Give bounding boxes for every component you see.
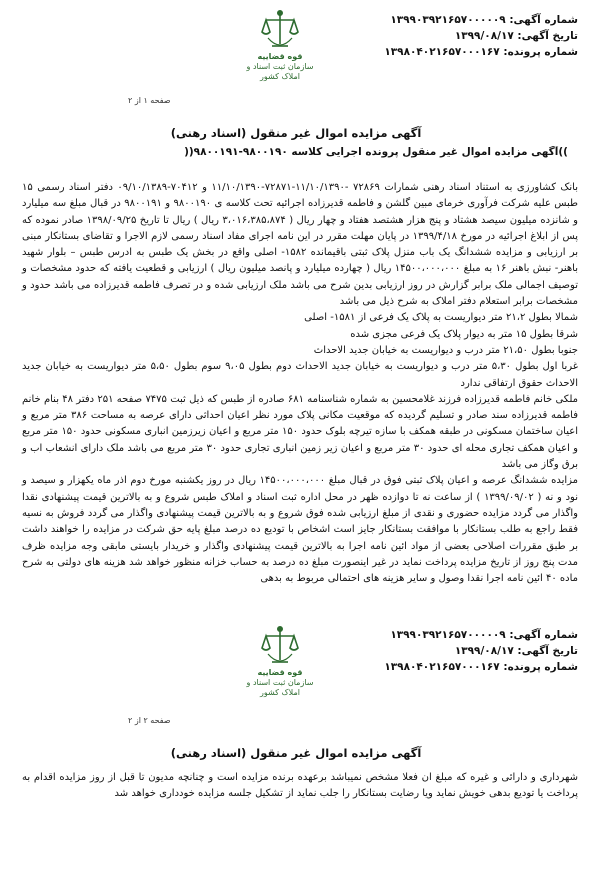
notice-body <box>22 180 578 587</box>
boundary-south: جنوبا بطول ۲۱،۵۰ متر درب و دیواریست به خیابان جدید الاحداث <box>313 344 578 356</box>
notice-title-2: آگهی مزایده اموال غیر منقول (اسناد رهنی) <box>170 746 422 760</box>
org-name-judiciary: قوه قضاییه <box>257 52 303 61</box>
file-number: شماره پرونده: ۱۳۹۸۰۴۰۲۱۶۵۷۰۰۰۱۶۷ <box>384 46 578 58</box>
intro-paragraph: بانک کشاورزی به استناد اسناد رهنی شمارات ۷۲۸۶۹ -۱۱/۱۰/۱۳۹۰-۷۲۸۷۱-۱۱/۱۰/۱۳۹۰ و ۷۰۴۱۲-۰۹/۱۰/۱۳۸۹ دفتر اسناد رسمی ۱۵ طبس علیه شرکت فرآوری خرمای مبین گلشن و فاطمه قدیرزاده اجرائیه تحت کلاسه ی ۹۸۰۰۱۹۰ و ۹۸۰۰۱۹۱ در قبال مبلغ سه میلیارد و شانزده میلیون سیصد هشتاد و پنج هزار هشتصد هفتاد و چهار ریال ( ۳،۰۱۶،۳۸۵،۸۷۴ ریال ) ریال تا تاریخ ۱۳۹۸/۰۹/۲۵ صادر نموده که پس از ابلاغ اجرائیه در مورخ ۱۳۹۹/۴/۱۸ در پایان مهلت مقرر در این نامه اجرای مفاد اسناد رسمی لازم الاجرا و تقاضای بستانکار مبنی بر ارزیابی و مزایده ششدانگ یک باب منزل پلاک ثبتی باقیمانده ۱۵۸۲- اصلی واقع در بخش یک طبس به ادرس طبس – بلوار شهید باهنر- نبش باهنر ۱۶ به مبلغ ۱۴۵۰۰،۰۰۰،۰۰۰ ریال ( چهارده میلیارد و پانصد میلیون ریال ) ارزیابی و قطعیت یافته که حدود مشخصات و توصیف اجمالی ملک برابر گزارش در روز ارزیابی بدین شرح می باشد ملک ارزیابی شده و در تصرف فاطمه قدیرزاده می باشد حدود و مشخصات برابر استعلام دفتر املاک به شرح ذیل می باشد <box>22 182 579 308</box>
notice2-meta <box>384 627 578 675</box>
boundary-east: شرقا بطول ۱۵ متر به دیوار پلاک یک فرعی مجزی شده <box>350 328 578 340</box>
page-label: صفحه ۱ از ۲ <box>128 96 171 105</box>
auction-terms-paragraph: مزایده ششدانگ عرصه و اعیان پلاک ثبتی فوق در قبال مبلغ ۱۴۵۰۰،۰۰۰،۰۰۰ ریال در روز یکشنبه مورخ دوم اذر ماه یکهزار و سیصد و نود و نه ( ۱۳۹۹/۰۹/۰۲ ) از ساعت نه تا دوازده ظهر در محل اداره ثبت اسناد و املاک طبس شروع و به بالاترین قیمت پیشنهادی نقدا واگذار می گردد مزایده حضوری و نقدی از مبلغ ارزیابی شده فوق شروع و به بالاترین قیمت پیشنهادی واگذار می گردد فروش به نسیه فقط راجع به طلب بستانکار با موافقت بستانکار جایز است اشخاص با تودیع ده درصد مبلغ پایه حق شرکت در مزایده را خواهند داشت بر طبق مقررات اصلاحی بعضی از مواد ائین نامه اجرا به بالاترین قیمت پیشنهادی واگذار و خریدار بایستی مابقی وجه مزایده ظرف مدت پنج روز از تاریخ مزایده پرداخت نماید در غیر اینصورت مبلغ ده درصد به حساب خزانه منظور خواهد شد هزینه های دولتی به شرح ماده ۴۰ ائین نامه اجرا نقدا وصول و سایر هزینه های احتمالی مربوط به بدهی <box>22 475 579 585</box>
notice-subtitle: ))آگهی مزایده اموال غیر منقول پرونده اجرایی کلاسه ۹۸۰۰۱۹۰-۹۸۰۰۱۹۱(( <box>184 146 568 158</box>
notice-title: آگهی مزایده اموال غیر منقول (اسناد رهنی) <box>170 126 422 140</box>
org-name-registry: سازمان ثبت اسناد و املاک کشور <box>246 678 314 697</box>
ad-date: تاریخ آگهی: ۱۳۹۹/۰۸/۱۷ <box>454 30 578 42</box>
final-paragraph: شهرداری و دارائی و غیره که مبلغ ان فعلا مشخص نمیباشد برعهده برنده مزایده است و چنانچه مدیون تا قبل از روز مزایده اقدام به پرداخت یا تودیع بدهی خویش نماید ویا رضایت بستانکار را جلب نماید از تشکیل جلسه مزایده خودداری خواهد شد <box>22 772 578 800</box>
notice1-meta <box>384 12 578 60</box>
scales-emblem-icon <box>258 8 302 52</box>
file-number: شماره پرونده: ۱۳۹۸۰۴۰۲۱۶۵۷۰۰۰۱۶۷ <box>384 661 578 673</box>
notice-body-2 <box>22 770 578 803</box>
judiciary-emblem <box>240 8 320 82</box>
judiciary-emblem-2 <box>240 624 320 698</box>
ad-date: تاریخ آگهی: ۱۳۹۹/۰۸/۱۷ <box>454 645 578 657</box>
org-name-registry: سازمان ثبت اسناد و املاک کشور <box>246 62 314 81</box>
ownership-paragraph: ملکی خانم فاطمه قدیرزاده فرزند غلامحسین به شماره شناسنامه ۶۸۱ صادره از طبس که ذیل ثبت ۷۴۷۵ صفحه ۲۵۱ دفتر ۴۸ بنام خانم فاطمه قدیرزاده سند صادر و تسلیم گردیده که موقعیت مکانی پلاک مورد نظر اعیان احداثی دارای عرصه به مساحت ۳۸۶ متر مربع و اعیان ساختمان مسکونی در طبقه همکف با سازه تیرچه بلوک حدود ۱۵۰ متر مربع و اعیان زیرزمین انباری مسکونی حدود ۱۵۰ متر مربع و اعیان همکف تجاری محله ای حدود ۳۰ متر مربع و اعیان زیر زمین انباری تجاری حدود ۳۰ متر مربع می باشد ملک دارای انشعاب اب و برق وگاز می باشد <box>22 393 579 471</box>
boundary-north: شمالا بطول ۲۱،۲ متر دیواریست به پلاک یک فرعی از ۱۵۸۱- اصلی <box>304 312 578 324</box>
boundary-west: غربا اول بطول ۵،۳۰ متر درب و دیواریست به خیابان جدید الاحداث دوم بطول ۹،۰۵ سوم بطول ۵،۵۰ متر دیواریست به خیابان جدید الاحداث حقوق ارتفاقی ندارد <box>22 361 578 389</box>
org-name-judiciary: قوه قضاییه <box>257 668 303 677</box>
ad-number: شماره آگهی: ۱۳۹۹۰۳۹۲۱۶۵۷۰۰۰۰۰۹ <box>390 629 578 641</box>
scales-emblem-icon <box>258 624 302 668</box>
page-label-2: صفحه ۲ از ۲ <box>128 716 171 725</box>
ad-number: شماره آگهی: ۱۳۹۹۰۳۹۲۱۶۵۷۰۰۰۰۰۹ <box>390 14 578 26</box>
